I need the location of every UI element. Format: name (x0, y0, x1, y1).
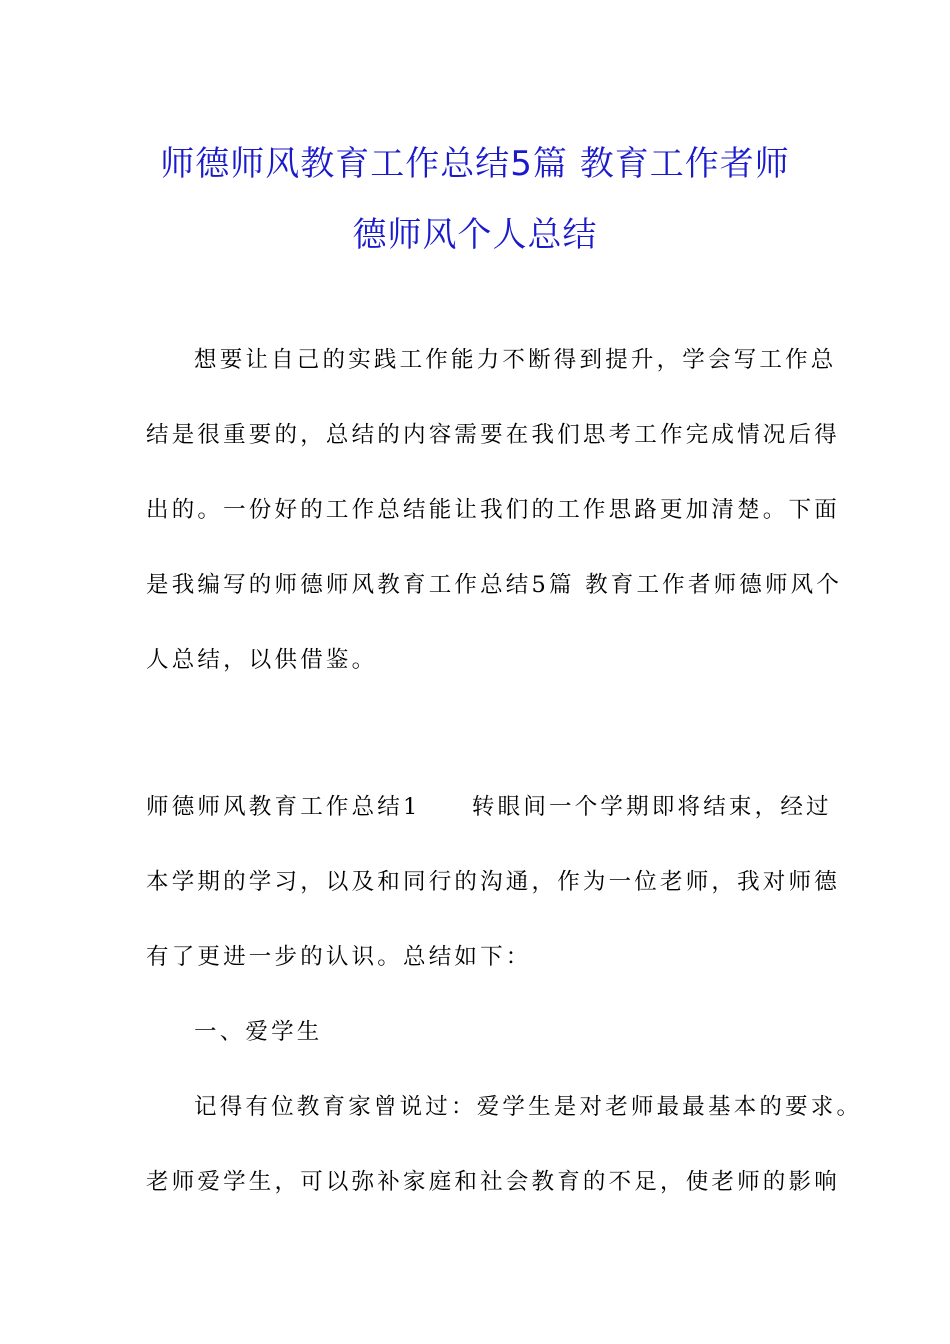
intro-paragraph-line: 结是很重要的，总结的内容需要在我们思考工作完成情况后得 (146, 422, 840, 448)
document-title-line-2: 德师风个人总结 (352, 215, 598, 255)
intro-paragraph-line: 出的。一份好的工作总结能让我们的工作思路更加清楚。下面 (146, 497, 840, 523)
section-1-paragraph-line: 师德师风教育工作总结1 转眼间一个学期即将结束，经过 (146, 794, 832, 820)
document-title-line-1: 师德师风教育工作总结5篇 教育工作者师 (160, 144, 790, 184)
section-1-paragraph-line: 有了更进一步的认识。总结如下： (146, 944, 532, 970)
body-paragraph-line: 老师爱学生，可以弥补家庭和社会教育的不足，使老师的影响 (146, 1169, 840, 1195)
intro-paragraph-line: 是我编写的师德师风教育工作总结5篇 教育工作者师德师风个 (146, 572, 843, 598)
body-paragraph-line: 记得有位教育家曾说过：爱学生是对老师最最基本的要求。 (194, 1094, 863, 1120)
section-1-paragraph-line: 本学期的学习，以及和同行的沟通，作为一位老师，我对师德 (146, 869, 840, 895)
section-heading-love-students: 一、爱学生 (194, 1019, 323, 1045)
intro-paragraph-line: 想要让自己的实践工作能力不断得到提升，学会写工作总 (194, 347, 837, 373)
intro-paragraph-line: 人总结，以供借鉴。 (146, 647, 378, 673)
